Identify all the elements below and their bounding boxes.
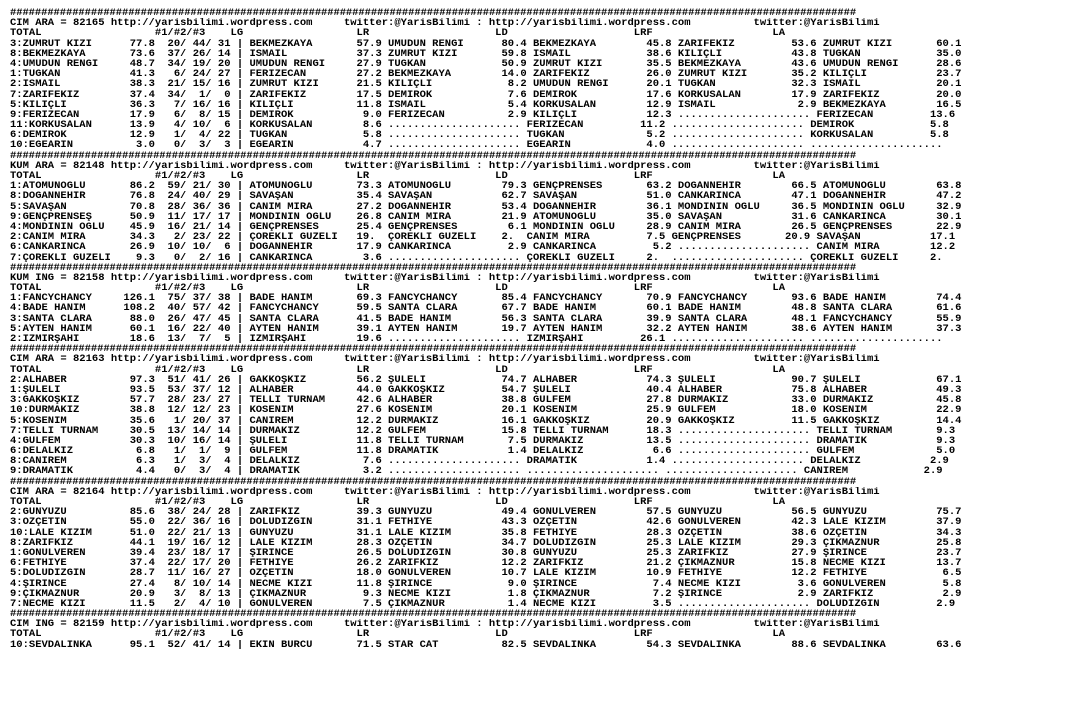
table-row: 3:ÖZÇETİN 55.0 22/ 36/ 16 | DOLUDİZGİN 31.1 FETHİYE 43.3 ÖZÇETİN 42.6 GÖNÜLVEREN 42.3 LALE KIZIM 37.9 (10, 517, 962, 528)
table-row: 9:DRAMATİK 4.4 0/ 3/ 4 | DRAMATİK 3.2 ..................... ..................... ..................... CANİREM 2.9 (10, 466, 943, 477)
separator-line: ######################################################################################################################################## (10, 262, 857, 273)
race-block (10, 609, 1067, 650)
separator-line: ######################################################################################################################################## (10, 609, 857, 620)
table-row: 10:SEVDALİNKA 95.1 52/ 41/ 14 | EKİN BURCU 71.5 STAR CAT 82.5 SEVDALİNKA 54.3 SEVDALİNKA 88.6 SEVDALİNKA 63.6 (10, 639, 962, 650)
table-row: 5:KÖSENİM 35.6 1/ 20/ 37 | CANİREM 12.2 DURMAKIZ 16.1 GAKKOŞKIZ 20.9 GAKKOŞKIZ 11.5 GAKKOŞKIZ 14.4 (10, 415, 962, 426)
table-row: 4:MONDİNİN OĞLU 45.9 16/ 21/ 14 | GENÇPRENSES 25.4 GENÇPRENSES 6.1 MONDİNİN OĞLU 28.9 CANIM MİRA 26.5 GENÇPRENSES 22.9 (10, 221, 962, 233)
race-block (10, 344, 1067, 476)
column-headers: TOTAL #1/#2/#3 LG LR LD LRF LA (10, 364, 786, 375)
table-row: 3:ZÜMRÜT KIZI 77.8 20/ 44/ 31 | BEKMEZKAYA 57.9 UMUDUN RENGİ 80.4 BEKMEZKAYA 45.8 ZARİFEKİZ 53.6 ZÜMRÜT KIZI 60.1 (10, 38, 962, 49)
column-headers: TOTAL #1/#2/#3 LG LR LD LRF LA (10, 629, 786, 640)
table-row: 7:ÇÖREKLİ GÜZELİ 9.3 0/ 2/ 16 | CANKARINCA 3.6 ..................... ÇÖREKLİ GÜZELİ 2. ..................... ÇÖREKLİ GÜZELİ 2. (10, 252, 943, 263)
race-block (10, 477, 1067, 609)
table-row: 10:EGEARIN 3.0 0/ 3/ 3 | EGEARIN 4.7 ..................... EGEARIN 4.0 ..................... ..................... (10, 140, 943, 151)
table-row: 1:TUĞKAN 41.3 6/ 24/ 27 | FERİZECAN 27.2 BEKMEZKAYA 14.0 ZARİFEKİZ 26.0 ZÜMRÜT KIZI 35.2 KILIÇLI 23.7 (10, 69, 962, 80)
table-row: 5:AYTEN HANIM 60.1 16/ 22/ 40 | AYTEN HANIM 39.1 AYTEN HANIM 19.7 AYTEN HANIM 32.2 AYTEN HANIM 38.6 AYTEN HANIM 37.3 (10, 323, 962, 334)
table-row: 8:BEKMEZKAYA 73.6 37/ 26/ 14 | İSMAİL 37.3 ZÜMRÜT KIZI 59.8 İSMAİL 38.6 KILIÇLI 43.8 TUĞKAN 35.0 (10, 48, 962, 59)
table-row: 6:CANKARINCA 26.9 10/ 10/ 6 | DOĞANNEHİR 17.9 CANKARINCA 2.9 CANKARINCA 5.2 ..................... CANIM MİRA 12.2 (10, 242, 956, 253)
table-row: 1:ATOMUNOĞLU 86.2 59/ 21/ 30 | ATOMUNOĞLU 73.3 ATOMUNOĞLU 79.3 GENÇPRENSES 63.2 DOĞANNEHİR 66.5 ATOMUNOĞLU 63.8 (10, 181, 962, 192)
column-headers: TOTAL #1/#2/#3 LG LR LD LRF LA (10, 171, 786, 182)
column-headers: TOTAL #1/#2/#3 LG LR LD LRF LA (10, 28, 786, 39)
table-row: 4:GÜLFEM 30.3 10/ 16/ 14 | ŞULELİ 11.8 TELLİ TURNAM 7.5 DURMAKIZ 13.5 ..................... DRAMATİK 9.3 (10, 435, 956, 447)
table-row: 10:LALE KIZIM 51.0 22/ 21/ 13 | GÜNYÜZÜ 31.1 LALE KIZIM 35.8 FETHİYE 28.3 ÖZÇETİN 38.6 ÖZÇETİN 34.3 (10, 527, 962, 538)
table-row: 3:SANTA CLARA 88.0 26/ 47/ 45 | SANTA CLARA 41.5 BADE HANIM 56.3 SANTA CLARA 39.9 SANTA CLARA 48.1 FANCYCHANCY 55.9 (10, 313, 962, 324)
table-row: 9:FERİZECAN 17.9 6/ 8/ 15 | DEMİROK 9.0 FERİZECAN 2.9 KILIÇLI 12.3 ..................... FERİZECAN 13.6 (10, 109, 956, 121)
separator-line: ######################################################################################################################################## (10, 476, 857, 487)
column-headers: TOTAL #1/#2/#3 LG LR LD LRF LA (10, 283, 786, 294)
table-row: 2:ALHABER 97.3 51/ 41/ 26 | GAKKOŞKIZ 56.2 ŞULELİ 74.7 ALHABER 74.3 ŞULELİ 90.7 ŞULELİ 67.1 (10, 374, 962, 385)
table-row: 5:DOLUDİZGİN 28.7 11/ 16/ 27 | ÖZÇETİN 18.0 GÖNÜLVEREN 10.7 LALE KIZIM 10.9 FETHİYE 12.2 FETHİYE 6.5 (10, 568, 962, 579)
table-row: 5:SAVAŞAN 70.8 28/ 36/ 36 | CANIM MİRA 27.2 DOĞANNEHİR 53.4 DOĞANNEHİR 36.1 MONDİNİN OĞLU 36.5 MONDİNİN OĞLU 32.9 (10, 201, 962, 212)
table-row: 4:ŞİRİNCE 27.4 8/ 10/ 14 | NECME KIZI 11.8 ŞİRİNCE 9.0 ŞİRİNCE 7.4 NECME KIZI 3.6 GÖNÜLVEREN 5.8 (10, 578, 962, 589)
table-row: 11:KORKUSALAN 13.9 4/ 10/ 6 | KORKUSALAN 8.6 ..................... FERİZECAN 11.2 ..................... DEMİROK 5.8 (10, 120, 949, 131)
separator-line: ######################################################################################################################################## (10, 150, 857, 161)
table-row: 8:ZARİFKIZ 44.1 19/ 16/ 12 | LALE KIZIM 28.3 ÖZÇETİN 34.7 DOLUDİZGİN 25.3 LALE KIZIM 29.3 ÇIKMAZNUR 25.8 (10, 537, 962, 548)
race-block (10, 263, 1067, 345)
race-header: KUM ARA = 82148 http://yarisbilimi.wordpress.com twitter:@YarisBilimi : http://yarisbilimi.wordpress.com twitter:@YarisBilimi (10, 160, 880, 171)
table-row: 2:İSMAİL 38.3 21/ 15/ 16 | ZÜMRÜT KIZI 21.5 KILIÇLI 8.2 UMUDUN RENGİ 20.1 TUĞKAN 32.3 İSMAİL 20.1 (10, 79, 962, 90)
race-header: CIM ARA = 82165 http://yarisbilimi.wordpress.com twitter:@YarisBilimi : http://yarisbilimi.wordpress.com twitter:@YarisBilimi (10, 18, 880, 29)
race-block (10, 8, 1067, 151)
table-row: 6:DEMİROK 12.9 1/ 4/ 22 | TUĞKAN 5.8 ..................... TUĞKAN 5.2 ..................... KORKUSALAN 5.8 (10, 130, 949, 141)
table-row: 3:GAKKOŞKIZ 57.7 28/ 23/ 27 | TELLİ TURNAM 42.6 ALHABER 38.8 GÜLFEM 27.8 DURMAKIZ 33.0 DURMAKIZ 45.8 (10, 395, 962, 406)
table-row: 7:TELLİ TURNAM 30.5 13/ 14/ 14 | DURMAKIZ 12.2 GÜLFEM 15.8 TELLİ TURNAM 18.3 ..................... TELLİ TURNAM 9.3 (10, 425, 956, 436)
table-row: 2:CANIM MİRA 34.3 2/ 23/ 22 | ÇÖREKLİ GÜZELİ 19. ÇÖREKLİ GÜZELİ 2. CANIM MİRA 7.5 GENÇPRENSES 20.9 SAVAŞAN 17.1 (10, 232, 956, 243)
table-row: 6:FETHİYE 37.4 22/ 17/ 20 | FETHİYE 26.2 ZARİFKIZ 12.2 ZARİFKIZ 21.2 ÇIKMAZNUR 15.8 NECME KIZI 13.7 (10, 558, 962, 569)
table-row: 7:NECME KIZI 11.5 2/ 4/ 10 | GÖNÜLVEREN 7.5 ÇIKMAZNUR 1.4 NECME KIZI 3.5 ..................... DOLUDİZGİN 2.9 (10, 598, 956, 610)
table-row: 8:CANİREM 6.3 1/ 3/ 4 | DELALKIZ 7.6 ..................... DRAMATİK 1.4 ..................... DELALKIZ 2.9 (10, 456, 949, 467)
race-header: CIM ING = 82159 http://yarisbilimi.wordpress.com twitter:@YarisBilimi : http://yarisbilimi.wordpress.com twitter:@YarisBilimi (10, 619, 880, 630)
column-headers: TOTAL #1/#2/#3 LG LR LD LRF LA (10, 497, 786, 508)
table-row: 6:DELALKIZ 6.8 1/ 1/ 9 | GÜLFEM 11.8 DRAMATİK 1.4 DELALKIZ 6.6 ..................... GÜLFEM 5.0 (10, 446, 956, 457)
table-row: 1:FANCYCHANCY 126.1 75/ 37/ 38 | BADE HANIM 69.3 FANCYCHANCY 85.4 FANCYCHANCY 70.9 FANCYCHANCY 93.6 BADE HANIM 74.4 (10, 293, 962, 304)
table-row: 2:İZMİRŞAHI 18.6 13/ 7/ 5 | İZMİRŞAHI 19.6 ..................... İZMİRŞAHI 26.1 ..................... ..................... (10, 334, 943, 345)
table-row: 9:GENÇPRENSEŞ 50.9 11/ 17/ 17 | MONDİNİN OĞLU 26.8 CANIM MİRA 21.9 ATOMUNOĞLU 35.0 SAVAŞAN 31.6 CANKARINCA 30.1 (10, 211, 962, 222)
table-row: 7:ZARİFEKİZ 37.4 34/ 1/ 0 | ZARİFEKİZ 17.5 DEMİROK 7.6 DEMİROK 17.6 KORKUSALAN 17.9 ZARİFEKİZ 20.0 (10, 89, 962, 100)
table-row: 5:KILIÇLI 36.3 7/ 16/ 16 | KILIÇLI 11.8 İSMAİL 5.4 KORKUSALAN 12.9 İSMAİL 2.9 BEKMEZKAYA 16.5 (10, 99, 962, 110)
table-row: 1:ŞULELİ 93.5 53/ 37/ 12 | ALHABER 44.0 GAKKOŞKIZ 54.7 ŞULELİ 40.4 ALHABER 75.8 ALHABER 49.3 (10, 384, 962, 396)
table-row: 8:DOĞANNEHİR 76.8 24/ 40/ 29 | SAVAŞAN 35.4 SAVAŞAN 62.7 SAVAŞAN 51.0 CANKARINCA 47.1 DOĞANNEHİR 47.2 (10, 191, 962, 202)
separator-line: ######################################################################################################################################## (10, 344, 857, 355)
race-header: CIM ARA = 82163 http://yarisbilimi.wordpress.com twitter:@YarisBilimi : http://yarisbilimi.wordpress.com twitter:@YarisBilimi (10, 354, 880, 365)
race-header: CIM ARA = 82164 http://yarisbilimi.wordpress.com twitter:@YarisBilimi : http://yarisbilimi.wordpress.com twitter:@YarisBilimi (10, 486, 880, 497)
table-row: 1:GÖNÜLVEREN 39.4 23/ 18/ 17 | ŞİRİNCE 26.5 DOLUDİZGİN 30.8 GÜNYÜZÜ 25.3 ZARİFKIZ 27.9 ŞİRİNCE 23.7 (10, 547, 962, 559)
table-row: 2:GÜNYÜZÜ 85.6 38/ 24/ 28 | ZARİFKIZ 39.3 GÜNYÜZÜ 49.4 GÖNÜLVEREN 57.5 GÜNYÜZÜ 56.5 GÜNYÜZÜ 75.7 (10, 507, 962, 518)
table-row: 4:UMUDUN RENGİ 48.7 34/ 19/ 20 | UMUDUN RENGİ 27.9 TUĞKAN 50.9 ZÜMRÜT KIZI 35.5 BEKMEZKAYA 43.6 UMUDUN RENGİ 28.6 (10, 58, 962, 70)
table-row: 4:BADE HANIM 108.2 40/ 57/ 42 | FANCYCHANCY 59.5 SANTA CLARA 67.7 BADE HANIM 60.1 BADE HANIM 48.8 SANTA CLARA 61.6 (10, 303, 962, 314)
race-header: KUM ING = 82158 http://yarisbilimi.wordpress.com twitter:@YarisBilimi : http://yarisbilimi.wordpress.com twitter:@YarisBilimi (10, 272, 880, 284)
table-row: 10:DURMAKIZ 38.8 12/ 12/ 23 | KÖSENİM 27.6 KÖSENİM 20.1 KÖSENİM 25.9 GÜLFEM 18.0 KÖSENİM 22.9 (10, 405, 962, 416)
table-row: 9:ÇIKMAZNUR 20.9 3/ 8/ 13 | ÇIKMAZNUR 9.3 NECME KIZI 1.8 ÇIKMAZNUR 7.2 ŞİRİNCE 2.9 ZARİFKIZ 2.9 (10, 588, 962, 599)
separator-line: ######################################################################################################################################## (10, 8, 857, 19)
race-block (10, 151, 1067, 263)
